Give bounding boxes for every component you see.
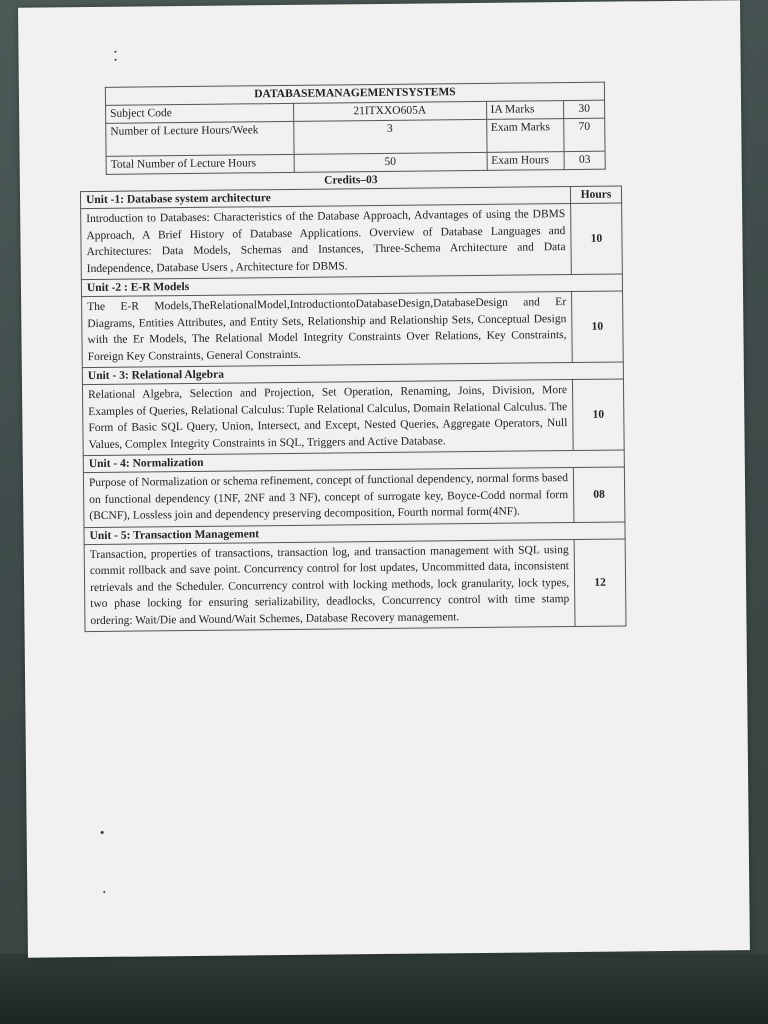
subject-code-value: 21ITXXO605A bbox=[293, 101, 486, 121]
hours-week-label: Number of Lecture Hours/Week bbox=[106, 121, 294, 156]
total-hours-value: 50 bbox=[294, 152, 487, 172]
unit-2-title: Unit -2 : E-R Models bbox=[81, 274, 622, 297]
course-title: DATABASEMANAGEMENTSYSTEMS bbox=[105, 82, 604, 105]
pen-mark bbox=[103, 891, 105, 893]
unit-4-title: Unit - 4: Normalization bbox=[83, 450, 624, 473]
ia-marks-value: 30 bbox=[564, 100, 605, 118]
course-info-table bbox=[105, 82, 606, 175]
unit-3-content: Relational Algebra, Selection and Projection, Set Operation, Renaming, Joins, Division, More Examples of Queries, Relational Calculus: Tuple Relational Calculus, Domain Relational Calculus. The Form of Basic SQL Query, Union, Intersect, and Except, Nested Queries, Aggregate Operators, Null Values, Complex Integrity Constraints in SQL, Triggers and Active Database. bbox=[82, 379, 573, 455]
syllabus-page bbox=[18, 0, 750, 958]
unit-4-hours: 08 bbox=[573, 467, 625, 522]
hours-header: Hours bbox=[570, 186, 621, 204]
unit-5-content: Transaction, properties of transactions, transaction log, and transaction management with SQL using commit rollback and save point. Concurrency control for lost updates, Uncommitted data, inconsistent retrievals and the Scheduler. Concurrency control with locking methods, lock granularity, lock types, two phase locking for ensuring serializability, deadlocks, Concurrency control with time stamp ordering: Wait/Die and Wound/Wait Schemes, Database Recovery management. bbox=[84, 539, 575, 632]
exam-hours-label: Exam Hours bbox=[487, 152, 565, 171]
hours-week-value: 3 bbox=[293, 119, 486, 154]
pen-mark bbox=[114, 51, 116, 53]
exam-marks-value: 70 bbox=[564, 118, 605, 151]
unit-5-hours: 12 bbox=[574, 538, 626, 626]
subject-code-label: Subject Code bbox=[106, 103, 294, 123]
exam-hours-value: 03 bbox=[564, 151, 605, 169]
unit-2-content: The E-R Models,TheRelationalModel,IntroductiontoDatabaseDesign,DatabaseDesign and Er Diagrams, Entities Attributes, and Entity Sets, Relationship and Relationship Sets, Conceptual Design with the Er Models, The Relational Model Integrity Constraints Over Relations, Key Constraints, Foreign Key Constraints, General Constraints. bbox=[82, 291, 573, 367]
unit-1-title: Unit -1: Database system architecture bbox=[80, 187, 570, 209]
unit-2-hours: 10 bbox=[572, 291, 624, 363]
unit-3-hours: 10 bbox=[572, 379, 624, 451]
unit-5-title: Unit - 5: Transaction Management bbox=[84, 521, 625, 544]
unit-1-hours: 10 bbox=[571, 203, 623, 275]
ia-marks-label: IA Marks bbox=[486, 101, 564, 120]
unit-1-content: Introduction to Databases: Characteristics of the Database Approach, Advantages of using the DBMS Approach, A Brief History of Database Applications. Overview of Database Languages and Architectures: Data Models, Schemas and Instances, Three-Schema Architecture and Data Independence, Database Users , Architecture for DBMS. bbox=[81, 204, 572, 280]
total-hours-label: Total Number of Lecture Hours bbox=[106, 154, 294, 174]
pen-mark bbox=[115, 59, 117, 61]
units-table bbox=[80, 169, 627, 632]
unit-4-content: Purpose of Normalization or schema refinement, concept of functional dependency, normal forms based on functional dependency (1NF, 2NF and 3 NF), concept of surrogate key, Boyce-Codd normal form (BCNF), Lossless join and dependency preserving decomposition, Fourth normal form(4NF). bbox=[83, 467, 574, 527]
unit-3-title: Unit - 3: Relational Algebra bbox=[82, 362, 623, 385]
table-surface-edge bbox=[0, 954, 768, 1024]
exam-marks-label: Exam Marks bbox=[486, 119, 564, 153]
pen-mark bbox=[101, 831, 104, 834]
credits-label: Credits–03 bbox=[80, 169, 621, 191]
